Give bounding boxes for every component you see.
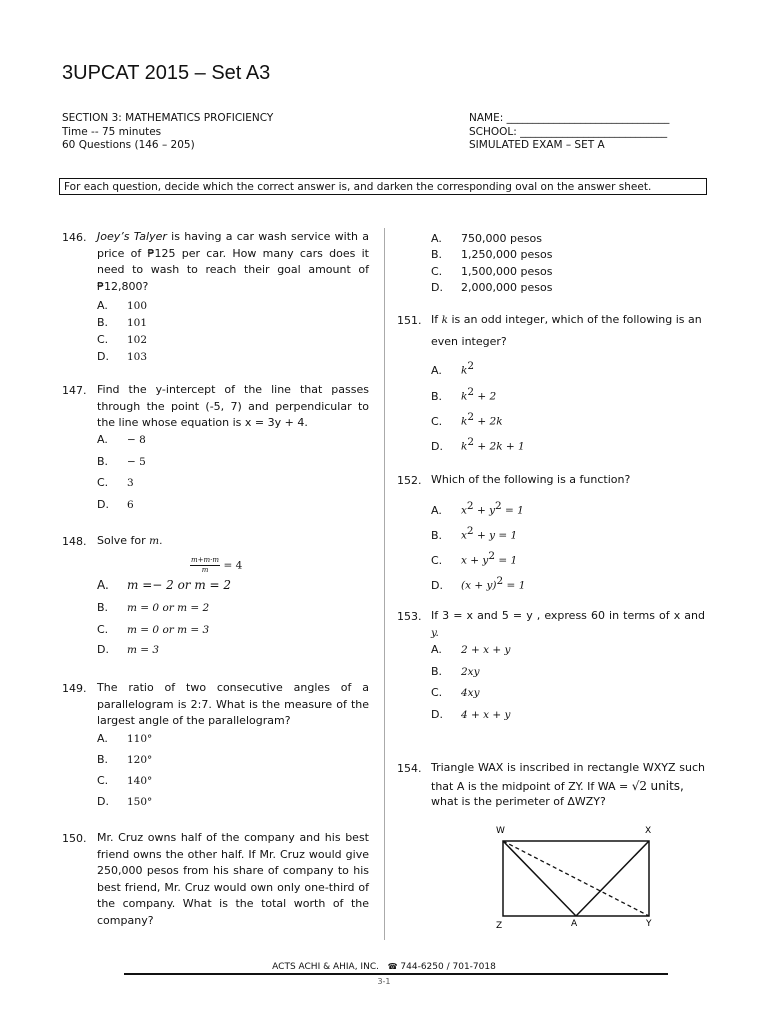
option-d[interactable]: D. 6 [97,498,134,511]
question-text: If k is an odd integer, which of the following is an [431,313,702,326]
segment-wy [503,841,649,916]
question-range: 60 Questions (146 – 205) [62,139,195,151]
option-b[interactable]: B. 101 [97,316,148,329]
exam-label: SIMULATED EXAM – SET A [469,139,605,151]
option-b[interactable]: B. $x^2 + y = 1$ [431,525,518,542]
segment-wa [503,841,576,916]
question-number: 147. [62,384,87,397]
question-text: Solve for m. [97,534,163,547]
option-c[interactable]: C. 3 [97,476,134,489]
option-c[interactable]: C. m = 0 or m = 3 [97,623,210,636]
option-c[interactable]: C. $k^2 + 2k$ [431,411,503,428]
segment-ax [576,841,649,916]
option-a[interactable]: A. − 8 [97,433,146,446]
question-number: 146. [62,231,87,244]
fraction-equation: $\frac{m+m\cdot m}{m}$ = 4 [191,556,243,574]
option-c[interactable]: C. 140° [97,774,153,787]
option-c[interactable]: C. 4xy [431,686,480,699]
option-c[interactable]: C. 102 [97,333,148,346]
school-field: SCHOOL: ____________________________ [469,125,668,138]
label-y: Y [646,919,652,929]
question-text: Triangle WAX is inscribed in rectangle WXYZ such [431,761,705,774]
footer [0,962,768,972]
instructions-box: For each question, decide which the correct answer is, and darken the corresponding oval on the answer sheet. [59,178,707,195]
option-d[interactable]: D. $(x + y)^2 = 1$ [431,575,526,592]
question-number: 154. [397,762,422,775]
phone-icon: ☎ [387,962,398,971]
option-a[interactable]: A. 100 [97,299,148,312]
option-b[interactable]: B. m = 0 or m = 2 [97,601,210,614]
header-right [469,112,669,153]
option-d[interactable]: D. 2,000,000 pesos [431,281,553,294]
company-name: ACTS ACHI & AHIA, INC. [272,962,379,972]
question-number: 152. [397,474,422,487]
label-z: Z [496,921,503,931]
question-number: 153. [397,610,422,623]
option-b[interactable]: B. 120° [97,753,153,766]
option-b[interactable]: B. 1,250,000 pesos [431,248,553,261]
option-a[interactable]: A. 110° [97,732,153,745]
label-w: W [496,826,505,836]
question-text: Which of the following is a function? [431,473,631,486]
option-c[interactable]: C. 1,500,000 pesos [431,265,553,278]
option-d[interactable]: D. 103 [97,350,148,363]
option-b[interactable]: B. 2xy [431,665,480,678]
option-d[interactable]: D. m = 3 [97,643,160,656]
option-a[interactable]: A. 2 + x + y [431,643,511,656]
option-a[interactable]: A. $k^2$ [431,360,475,377]
label-a: A [571,919,578,929]
question-number: 148. [62,535,87,548]
label-x: X [645,826,652,836]
section-label: SECTION 3: MATHEMATICS PROFICIENCY [62,112,274,124]
option-b[interactable]: B. $k^2 + 2$ [431,386,497,403]
page-number: 3-1 [377,977,391,986]
business-name: Joey’s Talyer [97,230,167,243]
time-label: Time -- 75 minutes [62,125,162,138]
question-text: Find the y-intercept of the line that passes through the point (-5, 7) and perpendicular to the line whose equation is x = 3y + 4. [97,383,369,429]
column-divider [384,228,385,940]
question-text: Mr. Cruz owns half of the company and his best friend owns the other half. If Mr. Cruz would give 250,000 pesos from his share of company to his best friend, Mr. Cruz would own only one-third of the company. What is the total worth of the company? [97,831,369,927]
rectangle-figure [490,820,665,935]
phone-number: 744-6250 / 701-7018 [400,962,496,972]
option-b[interactable]: B. − 5 [97,455,146,468]
footer-line [124,973,668,975]
option-c[interactable]: C. $x + y^2 = 1$ [431,550,518,567]
option-d[interactable]: D. $k^2 + 2k + 1$ [431,436,525,453]
option-a[interactable]: A. m =− 2 or m = 2 [97,578,232,592]
option-d[interactable]: D. 4 + x + y [431,708,511,721]
option-a[interactable]: A. 750,000 pesos [431,232,542,245]
question-number: 150. [62,832,87,845]
name-field: NAME: _______________________________ [469,112,670,124]
question-number: 149. [62,682,87,695]
question-number: 151. [397,314,422,327]
question-text: The ratio of two consecutive angles of a parallelogram is 2:7. What is the measure of the largest angle of the parallelogram? [97,681,369,727]
page-title: 3UPCAT 2015 – Set A3 [62,62,271,84]
option-a[interactable]: A. $x^2 + y^2 = 1$ [431,500,524,517]
option-d[interactable]: D. 150° [97,795,153,808]
question-text: If 3 = x and 5 = y , express 60 in terms of x and [431,609,705,622]
header-left [62,112,273,153]
question-text: Joey’s Talyer is having a car wash service with a price of ₱125 per car. How many cars does it need to wash to reach their goal amount of ₱12,800? [97,230,369,293]
